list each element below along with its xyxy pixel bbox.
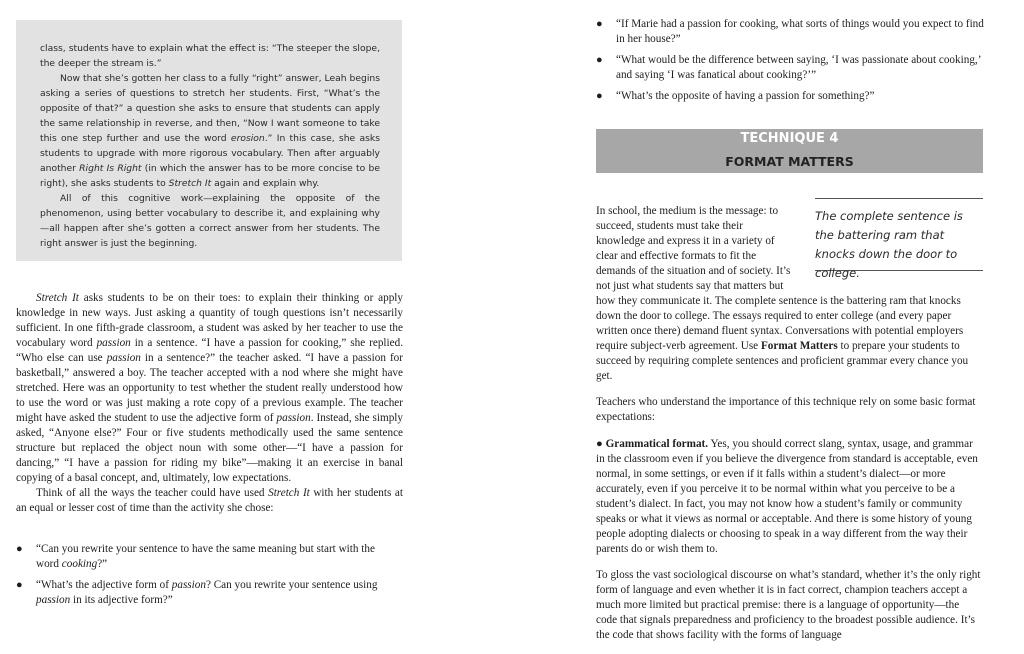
technique-title: FORMAT MATTERS [725, 154, 854, 169]
list-item [596, 89, 986, 104]
text-run: “Can you rewrite your sentence to have the same meaning but start with the word [36, 543, 375, 570]
text-run: “What would be the difference between saying, ‘I was passionate about cooking,’ and saying ‘I was fanatical about cooking?’” [616, 54, 981, 81]
italic-term: passion [96, 337, 131, 349]
text-run: ?” [97, 558, 108, 570]
sidebar-text-run: again and explain why. [211, 178, 320, 189]
list-item [16, 578, 396, 608]
text-run: with her students at an equal or lesser cost of time than the activity she chose: [16, 487, 404, 514]
list-item [16, 542, 396, 572]
text-run: in its adjective form?” [70, 594, 173, 606]
italic-term: passion [106, 352, 141, 364]
text-run: in a sentence. “I have a passion for cooking,” she replied. “Who else can use [16, 337, 403, 364]
bold-term: Format Matters [760, 340, 838, 353]
right-body-text [596, 283, 983, 654]
bullet-icon: ● [596, 54, 603, 66]
body-paragraph: To gloss the vast sociological discourse on what’s standard, whether it’s the only right form of language and even whether it is in fact correct, champion teachers accept a much more limited but practical premise: there is a language of opportunity—the code that signals preparedness and proficiency to the broadest possible audience. It’s the code that shows facility with the forms of language [596, 568, 981, 641]
bullet-icon: ● [596, 90, 603, 102]
list-item [596, 53, 986, 83]
sidebar-text [40, 41, 380, 251]
sidebar-italic-term: Stretch It [168, 178, 212, 189]
left-bullet-list [16, 542, 396, 614]
body-paragraph [596, 294, 983, 384]
text-run: how they communicate it. The complete sentence is the battering ram that knocks down the door to college. The essays required to enter college (and every paper written once there) demand fluent syntax. Conversations with potential employers require subject-verb agreement. Use [596, 295, 964, 353]
body-paragraph: Teachers who understand the importance of this technique rely on some basic format expectations: [596, 396, 976, 424]
technique-header [596, 129, 983, 173]
sidebar-italic-term: Right Is Right [79, 163, 142, 174]
sidebar-text-run: (in which the answer has to be more concise to be right), she asks students to [40, 163, 380, 189]
text-run: Think of all the ways the teacher could have used [36, 487, 269, 499]
sidebar-paragraph: class, students have to explain what the effect is: “The steeper the slope, the deeper the stream is.” [40, 43, 380, 69]
bullet-icon: ● [16, 579, 23, 591]
pull-quote: The complete sentence is the battering ram that knocks down the door to college. [815, 198, 983, 271]
italic-term: Stretch It [36, 292, 79, 304]
italic-term: passion [276, 412, 311, 424]
text-run: asks students to be on their toes: to explain their thinking or apply knowledge in new ways. Just asking a quantity of tough questions isn’t necessarily sufficient. In one fifth-grade classroom, a student was asked by her teacher to use the vocabulary word [16, 292, 403, 349]
body-paragraph [16, 486, 403, 516]
bullet-icon: ● [596, 437, 606, 450]
text-run: in a sentence?” the teacher asked. “I have a passion for basketball,” answered a boy. The teacher accepted with a nod where she might have stretched. Here was an opportunity to test whether the student really understood how to use the word or was just making a rote copy of a previous example. The teacher might have asked the student to use the adjective form of [16, 352, 403, 424]
italic-term: passion [36, 594, 71, 606]
text-run: “What’s the opposite of having a passion for something?” [616, 90, 875, 102]
italic-term: passion [171, 579, 206, 591]
right-bullet-list [596, 17, 986, 110]
body-paragraph [596, 437, 983, 557]
technique-label: TECHNIQUE 4 [740, 131, 839, 146]
text-run: Yes, you should correct slang, syntax, usage, and grammar in the classroom even if you believe the divergence from standard is acceptable, even normal, in some settings, or even if it falls within a student’s dialect—or more accurately, even if you perceive it to be normal within what you perceive to be a student’s dialect. In fact, you may not know how a student’s family or community speaks or what it views as normal or acceptable. And there is some history of young people adopting dialects or choosing to speak in a way different from the way their parents do or wish them to. [596, 437, 978, 555]
sidebar-text-run: .” In this case, she asks students to upgrade with more rigorous vocabulary. Then after arguably another [40, 133, 380, 174]
text-run: to prepare your students to succeed by requiring complete sentences and proficient grammar every chance you get. [596, 340, 969, 383]
italic-term: cooking [61, 558, 98, 570]
sidebar-paragraph [40, 71, 380, 191]
left-body-text [16, 291, 403, 516]
list-item [596, 17, 986, 47]
sidebar-paragraph: All of this cognitive work—explaining the opposite of the phenomenon, using better vocabulary to describe it, and explaining why—all happen after she’s gotten a correct answer from her students. The right answer is just the beginning. [40, 193, 380, 249]
bullet-icon: ● [16, 543, 23, 555]
text-run: “What’s the adjective form of [36, 579, 172, 591]
italic-term: Stretch It [268, 487, 310, 499]
body-paragraph: In school, the medium is the message: to succeed, students must take their knowledge and express it in a variety of clear and effective formats to fit the demands of the situation and of society. It’s not just what students say that matters but [596, 205, 791, 293]
sidebar-italic-term: erosion [230, 133, 265, 144]
text-run: ? Can you rewrite your sentence using [205, 579, 378, 591]
sidebar-text-run: Now that she’s gotten her class to a fully “right” answer, Leah begins asking a series of questions to stretch her students. First, “What’s the opposite of that?” a question she asks to ensure that students can apply the same relationship in reverse, and then, “Now I want someone to take this one step further and use the word [40, 73, 380, 144]
text-run: . Instead, she simply asked, “Anyone else?” Four or five students methodically used the same sentence structure but replaced the object noun with some other—“I have a passion for dancing,” “I have a passion for riding my bike”—making it an exercise in banal copying of a basal concept, and, ultimately, low expectations. [16, 412, 403, 484]
bullet-icon: ● [596, 18, 603, 30]
body-paragraph [16, 291, 403, 486]
bold-term: Grammatical format. [605, 437, 709, 450]
text-run: “If Marie had a passion for cooking, what sorts of things would you expect to find in her house?” [616, 18, 984, 45]
